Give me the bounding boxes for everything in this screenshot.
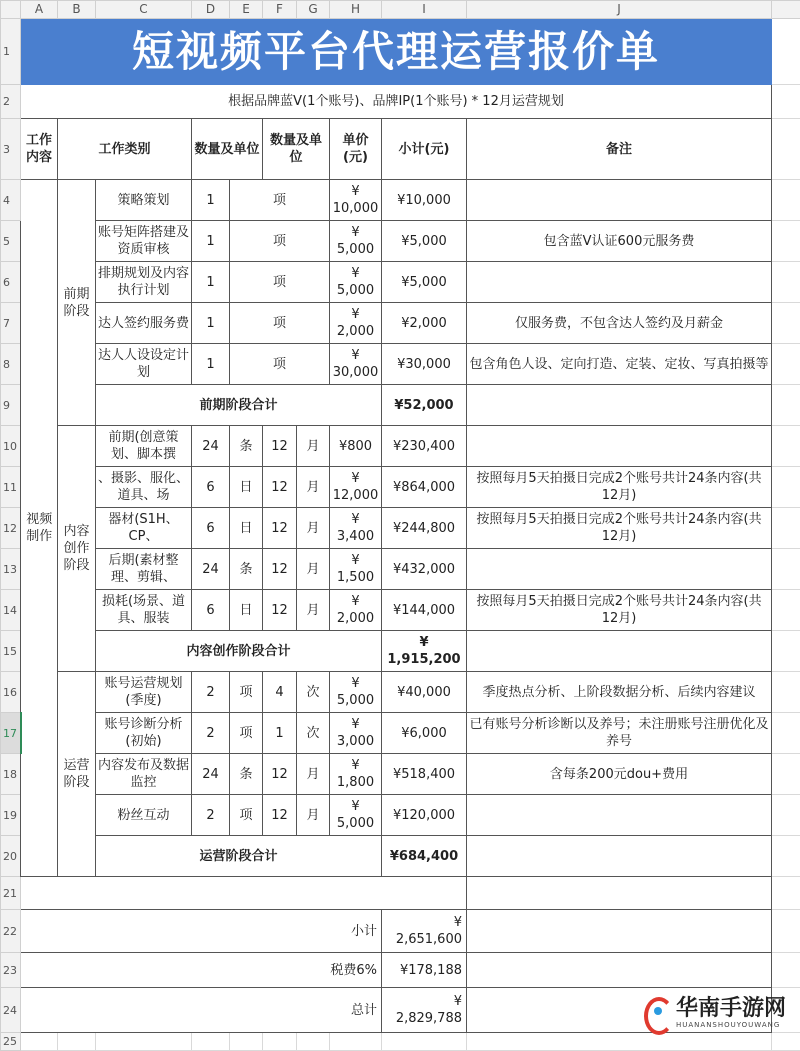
item-name-text: 损耗(场景、道具、服装 (98, 593, 189, 627)
empty-cell[interactable] (772, 262, 800, 303)
sheet-row (1, 1033, 800, 1051)
item-unit-price[interactable]: ¥ 12,000 (330, 467, 382, 508)
row-header[interactable]: 14 (1, 590, 21, 631)
sheet-row (1, 119, 800, 180)
row-header[interactable]: 23 (1, 953, 21, 988)
empty-cell[interactable] (330, 1033, 382, 1051)
empty-cell[interactable] (772, 221, 800, 262)
item-qty2[interactable]: 12 (263, 754, 297, 795)
item-qty[interactable]: 1 (192, 303, 230, 344)
item-name-text: 账号运营规划(季度) (98, 675, 189, 709)
row-header[interactable]: 3 (1, 119, 21, 180)
item-name-text: 达人签约服务费 (98, 315, 189, 332)
item-note[interactable] (467, 180, 772, 221)
sheet-row (1, 713, 800, 754)
column-header-D[interactable]: D (192, 1, 230, 19)
item-subtotal[interactable]: ¥2,000 (382, 303, 467, 344)
item-name[interactable] (96, 590, 192, 631)
sheet-title[interactable]: 短视频平台代理运营报价单 (21, 19, 772, 85)
phase-total-value[interactable]: ¥684,400 (382, 836, 467, 877)
item-subtotal[interactable]: ¥864,000 (382, 467, 467, 508)
item-name[interactable] (96, 754, 192, 795)
item-note[interactable]: 含每条200元dou+费用 (467, 754, 772, 795)
empty-cell[interactable] (382, 1033, 467, 1051)
row-header[interactable]: 13 (1, 549, 21, 590)
empty-cell[interactable] (58, 1033, 96, 1051)
item-qty2[interactable]: 12 (263, 590, 297, 631)
column-header-F[interactable]: F (263, 1, 297, 19)
item-unit2[interactable]: 月 (297, 508, 330, 549)
row-header[interactable]: 4 (1, 180, 21, 221)
summary-value[interactable]: ¥178,188 (382, 953, 467, 988)
column-header-A[interactable]: A (21, 1, 58, 19)
item-unit[interactable]: 项 (230, 262, 330, 303)
item-name[interactable] (96, 344, 192, 385)
item-unit[interactable]: 项 (230, 713, 263, 754)
row-header[interactable]: 1 (1, 19, 21, 85)
section-label[interactable]: 视频制作 (21, 180, 58, 877)
empty-cell[interactable] (772, 910, 800, 953)
sheet-row (1, 549, 800, 590)
sheet-subtitle[interactable]: 根据品牌蓝V(1个账号)、品牌IP(1个账号) * 12月运营规划 (21, 85, 772, 119)
item-note[interactable]: 已有账号分析诊断以及养号；未注册账号注册优化及养号 (467, 713, 772, 754)
header-unit-price[interactable]: 单价(元) (330, 119, 382, 180)
watermark-pinyin: HUANANSHOUYOUWANG (676, 1021, 786, 1029)
empty-cell[interactable] (21, 1033, 58, 1051)
sheet-row (1, 754, 800, 795)
sheet-row (1, 180, 800, 221)
empty-cell[interactable] (772, 713, 800, 754)
item-subtotal[interactable]: ¥432,000 (382, 549, 467, 590)
sheet-row (1, 426, 800, 467)
row-header[interactable]: 17 (1, 713, 21, 754)
item-qty[interactable]: 1 (192, 180, 230, 221)
empty-cell[interactable] (772, 590, 800, 631)
item-name[interactable] (96, 303, 192, 344)
sheet-row (1, 467, 800, 508)
item-name-text: 内容发布及数据监控 (98, 757, 189, 791)
item-unit[interactable]: 项 (230, 221, 330, 262)
item-subtotal[interactable]: ¥518,400 (382, 754, 467, 795)
empty-cell[interactable] (96, 1033, 192, 1051)
item-unit[interactable]: 条 (230, 549, 263, 590)
empty-cell[interactable] (772, 836, 800, 877)
row-header[interactable]: 18 (1, 754, 21, 795)
summary-note-cell[interactable] (467, 953, 772, 988)
sheet-row (1, 508, 800, 549)
item-unit[interactable]: 项 (230, 180, 330, 221)
item-qty2[interactable]: 12 (263, 426, 297, 467)
phase-total-value[interactable]: ¥ 1,915,200 (382, 631, 467, 672)
item-unit2[interactable]: 月 (297, 549, 330, 590)
item-unit[interactable]: 条 (230, 754, 263, 795)
empty-cell[interactable] (772, 303, 800, 344)
summary-note-cell[interactable] (467, 910, 772, 953)
item-name[interactable] (96, 467, 192, 508)
item-unit2[interactable]: 月 (297, 590, 330, 631)
item-subtotal[interactable]: ¥244,800 (382, 508, 467, 549)
header-subtotal[interactable]: 小计(元) (382, 119, 467, 180)
sheet-row (1, 910, 800, 953)
item-qty[interactable]: 1 (192, 344, 230, 385)
item-unit2[interactable]: 月 (297, 754, 330, 795)
phase-total-label[interactable]: 内容创作阶段合计 (96, 631, 382, 672)
column-header-extra[interactable] (772, 1, 800, 19)
empty-cell[interactable] (772, 344, 800, 385)
sheet-row (1, 590, 800, 631)
empty-cell[interactable] (192, 1033, 230, 1051)
empty-cell[interactable] (772, 549, 800, 590)
item-name-text: 达人人设设定计划 (98, 347, 189, 381)
item-qty2[interactable]: 12 (263, 467, 297, 508)
item-unit2[interactable]: 月 (297, 467, 330, 508)
item-note[interactable]: 包含蓝V认证600元服务费 (467, 221, 772, 262)
sheet-row (1, 85, 800, 119)
item-name-text: 粉丝互动 (98, 807, 189, 824)
sheet-row (1, 303, 800, 344)
item-name[interactable] (96, 549, 192, 590)
empty-cell[interactable] (772, 953, 800, 988)
item-unit2[interactable]: 月 (297, 795, 330, 836)
column-header-C[interactable]: C (96, 1, 192, 19)
item-name[interactable] (96, 508, 192, 549)
item-qty[interactable]: 6 (192, 508, 230, 549)
empty-cell[interactable] (772, 385, 800, 426)
row-header[interactable]: 19 (1, 795, 21, 836)
item-name-text: 、摄影、服化、道具、场 (98, 470, 189, 504)
item-qty[interactable]: 2 (192, 672, 230, 713)
row-header[interactable]: 20 (1, 836, 21, 877)
row-header[interactable]: 22 (1, 910, 21, 953)
header-work-content[interactable]: 工作内容 (21, 119, 58, 180)
item-subtotal[interactable]: ¥5,000 (382, 262, 467, 303)
item-qty[interactable]: 6 (192, 467, 230, 508)
empty-cell[interactable] (772, 508, 800, 549)
item-unit[interactable]: 项 (230, 303, 330, 344)
item-qty2[interactable]: 12 (263, 549, 297, 590)
item-qty[interactable]: 2 (192, 713, 230, 754)
item-note[interactable] (467, 426, 772, 467)
item-name-text: 前期(创意策划、脚本撰 (98, 429, 189, 463)
row-header[interactable]: 7 (1, 303, 21, 344)
item-name[interactable] (96, 672, 192, 713)
row-header[interactable]: 6 (1, 262, 21, 303)
item-unit-price[interactable]: ¥ 1,800 (330, 754, 382, 795)
sheet-row (1, 836, 800, 877)
item-note[interactable]: 仅服务费，不包含达人签约及月薪金 (467, 303, 772, 344)
item-subtotal[interactable]: ¥144,000 (382, 590, 467, 631)
item-name[interactable] (96, 262, 192, 303)
item-unit-price[interactable]: ¥800 (330, 426, 382, 467)
item-subtotal[interactable]: ¥120,000 (382, 795, 467, 836)
watermark-name: 华南手游网 (676, 997, 786, 1021)
row-header[interactable]: 5 (1, 221, 21, 262)
item-unit-price[interactable]: ¥ 3,400 (330, 508, 382, 549)
empty-cell[interactable] (772, 426, 800, 467)
column-header-J[interactable]: J (467, 1, 772, 19)
column-header-B[interactable]: B (58, 1, 96, 19)
item-unit[interactable]: 项 (230, 795, 263, 836)
item-name-text: 策略策划 (98, 192, 189, 209)
item-qty[interactable]: 24 (192, 754, 230, 795)
item-unit-price[interactable]: ¥ 5,000 (330, 795, 382, 836)
header-qty-unit-1[interactable]: 数量及单位 (192, 119, 263, 180)
sheet-row (1, 631, 800, 672)
empty-cell[interactable] (772, 19, 800, 85)
item-unit-price[interactable]: ¥ 30,000 (330, 344, 382, 385)
row-header[interactable]: 9 (1, 385, 21, 426)
row-header[interactable]: 24 (1, 988, 21, 1033)
item-qty[interactable]: 1 (192, 221, 230, 262)
summary-label[interactable]: 总计 (21, 988, 382, 1033)
item-name[interactable] (96, 221, 192, 262)
empty-cell[interactable] (230, 1033, 263, 1051)
item-subtotal[interactable]: ¥10,000 (382, 180, 467, 221)
sheet-row (1, 344, 800, 385)
header-note[interactable]: 备注 (467, 119, 772, 180)
item-note[interactable] (467, 549, 772, 590)
empty-cell[interactable] (772, 795, 800, 836)
row-header[interactable]: 11 (1, 467, 21, 508)
row-header[interactable]: 12 (1, 508, 21, 549)
phase-total-label[interactable]: 运营阶段合计 (96, 836, 382, 877)
item-name-text: 账号矩阵搭建及资质审核 (98, 224, 189, 258)
item-unit[interactable]: 日 (230, 590, 263, 631)
header-work-category[interactable]: 工作类别 (58, 119, 192, 180)
item-note[interactable]: 按照每月5天拍摄日完成2个账号共计24条内容(共12月) (467, 508, 772, 549)
item-note[interactable]: 按照每月5天拍摄日完成2个账号共计24条内容(共12月) (467, 590, 772, 631)
item-unit[interactable]: 项 (230, 344, 330, 385)
empty-cell[interactable] (297, 1033, 330, 1051)
empty-note-cell[interactable] (467, 836, 772, 877)
empty-cell[interactable] (772, 467, 800, 508)
empty-cell[interactable] (772, 631, 800, 672)
item-name[interactable] (96, 795, 192, 836)
header-qty-unit-2[interactable]: 数量及单位 (263, 119, 330, 180)
item-subtotal[interactable]: ¥6,000 (382, 713, 467, 754)
empty-note-cell[interactable] (467, 385, 772, 426)
empty-cell[interactable] (467, 1033, 772, 1051)
row-header[interactable]: 10 (1, 426, 21, 467)
watermark-logo (642, 995, 786, 1031)
item-qty[interactable]: 6 (192, 590, 230, 631)
item-unit[interactable]: 项 (230, 672, 263, 713)
phase-label[interactable]: 运营阶段 (58, 672, 96, 877)
item-note[interactable] (467, 795, 772, 836)
summary-label[interactable]: 小计 (21, 910, 382, 953)
summary-value[interactable]: ¥ 2,651,600 (382, 910, 467, 953)
item-unit2[interactable]: 月 (297, 426, 330, 467)
row-header[interactable]: 15 (1, 631, 21, 672)
item-name-text: 后期(素材整理、剪辑、 (98, 552, 189, 586)
item-qty2[interactable]: 1 (263, 713, 297, 754)
item-subtotal[interactable]: ¥5,000 (382, 221, 467, 262)
item-unit2[interactable]: 次 (297, 672, 330, 713)
item-unit2[interactable]: 次 (297, 713, 330, 754)
empty-cell[interactable] (772, 119, 800, 180)
item-name[interactable] (96, 713, 192, 754)
item-qty[interactable]: 2 (192, 795, 230, 836)
item-unit-price[interactable]: ¥ 5,000 (330, 221, 382, 262)
column-header-H[interactable]: H (330, 1, 382, 19)
sheet-row (1, 953, 800, 988)
item-unit[interactable]: 日 (230, 508, 263, 549)
row-header[interactable]: 16 (1, 672, 21, 713)
item-qty[interactable]: 24 (192, 549, 230, 590)
item-note[interactable]: 季度热点分析、上阶段数据分析、后续内容建议 (467, 672, 772, 713)
item-unit-price[interactable]: ¥ 10,000 (330, 180, 382, 221)
item-qty2[interactable]: 4 (263, 672, 297, 713)
item-name-text: 器材(S1H、CP、 (98, 511, 189, 545)
select-all-corner[interactable] (1, 1, 21, 19)
item-subtotal[interactable]: ¥30,000 (382, 344, 467, 385)
sheet-row (1, 795, 800, 836)
blank-note-cell[interactable] (467, 877, 772, 910)
item-name-text: 账号诊断分析(初始) (98, 716, 189, 750)
summary-label[interactable]: 税费6% (21, 953, 382, 988)
empty-cell[interactable] (772, 1033, 800, 1051)
item-name[interactable] (96, 180, 192, 221)
empty-cell[interactable] (772, 877, 800, 910)
row-header[interactable]: 21 (1, 877, 21, 910)
row-header[interactable]: 2 (1, 85, 21, 119)
item-note[interactable]: 包含角色人设、定向打造、定装、定妆、写真拍摄等 (467, 344, 772, 385)
sheet-row (1, 262, 800, 303)
sheet-row (1, 19, 800, 85)
sheet-row (1, 385, 800, 426)
column-header-row (1, 1, 800, 19)
item-qty2[interactable]: 12 (263, 795, 297, 836)
item-unit-price[interactable]: ¥ 3,000 (330, 713, 382, 754)
empty-cell[interactable] (772, 85, 800, 119)
summary-value[interactable]: ¥ 2,829,788 (382, 988, 467, 1033)
empty-cell[interactable] (772, 180, 800, 221)
item-subtotal[interactable]: ¥40,000 (382, 672, 467, 713)
sheet-row (1, 877, 800, 910)
item-name[interactable] (96, 426, 192, 467)
item-note[interactable]: 按照每月5天拍摄日完成2个账号共计24条内容(共12月) (467, 467, 772, 508)
phase-total-label[interactable]: 前期阶段合计 (96, 385, 382, 426)
item-unit[interactable]: 日 (230, 467, 263, 508)
item-qty[interactable]: 1 (192, 262, 230, 303)
row-header[interactable]: 25 (1, 1033, 21, 1051)
item-unit-price[interactable]: ¥ 2,000 (330, 303, 382, 344)
phase-total-value[interactable]: ¥52,000 (382, 385, 467, 426)
item-qty2[interactable]: 12 (263, 508, 297, 549)
item-unit-price[interactable]: ¥ 5,000 (330, 672, 382, 713)
empty-cell[interactable] (263, 1033, 297, 1051)
item-qty[interactable]: 24 (192, 426, 230, 467)
item-note[interactable] (467, 262, 772, 303)
column-header-I[interactable]: I (382, 1, 467, 19)
item-unit-price[interactable]: ¥ 5,000 (330, 262, 382, 303)
blank-merged-cell[interactable] (21, 877, 467, 910)
empty-note-cell[interactable] (467, 631, 772, 672)
item-unit[interactable]: 条 (230, 426, 263, 467)
item-name-text: 排期规划及内容执行计划 (98, 265, 189, 299)
watermark-logo-icon (642, 995, 672, 1031)
item-unit-price[interactable]: ¥ 1,500 (330, 549, 382, 590)
sheet-row (1, 221, 800, 262)
column-header-E[interactable]: E (230, 1, 263, 19)
row-header[interactable]: 8 (1, 344, 21, 385)
phase-label[interactable]: 前期阶段 (58, 180, 96, 426)
empty-cell[interactable] (772, 672, 800, 713)
item-unit-price[interactable]: ¥ 2,000 (330, 590, 382, 631)
phase-label[interactable]: 内容创作阶段 (58, 426, 96, 672)
item-subtotal[interactable]: ¥230,400 (382, 426, 467, 467)
sheet-row (1, 672, 800, 713)
empty-cell[interactable] (772, 754, 800, 795)
column-header-G[interactable]: G (297, 1, 330, 19)
